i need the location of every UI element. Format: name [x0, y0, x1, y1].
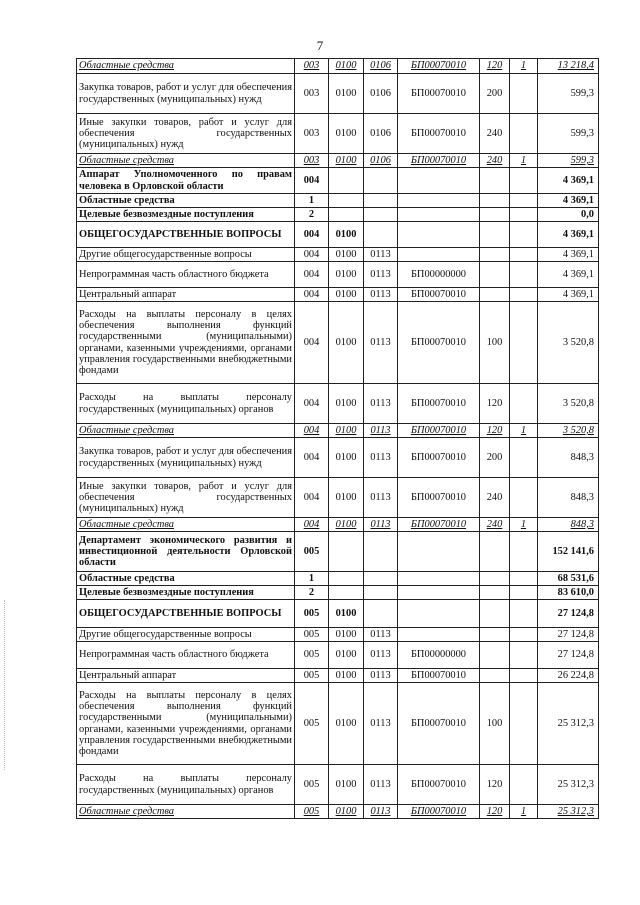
amount-cell: 4 369,1 — [538, 222, 599, 248]
source-cell: 1 — [510, 59, 538, 74]
subsection-cell: 0113 — [364, 518, 398, 532]
target-article-cell — [398, 222, 480, 248]
table-row — [77, 805, 599, 819]
expense-type-cell: 200 — [480, 74, 510, 114]
source-cell — [510, 642, 538, 669]
source-cell: 1 — [510, 154, 538, 168]
section-cell: 0100 — [329, 518, 364, 532]
expense-type-cell — [480, 532, 510, 572]
table-row — [77, 59, 599, 74]
target-article-cell — [398, 168, 480, 194]
amount-cell: 599,3 — [538, 114, 599, 154]
code-cell: 004 — [295, 384, 329, 424]
subsection-cell: 0113 — [364, 805, 398, 819]
source-cell — [510, 438, 538, 478]
row-name-cell: Областные средства — [77, 424, 295, 438]
table-row — [77, 586, 599, 600]
expense-type-cell — [480, 194, 510, 208]
target-article-cell: БП00070010 — [398, 683, 480, 765]
source-cell — [510, 194, 538, 208]
amount-cell: 152 141,6 — [538, 532, 599, 572]
code-cell: 003 — [295, 154, 329, 168]
code-cell: 004 — [295, 262, 329, 288]
subsection-cell: 0113 — [364, 288, 398, 302]
amount-cell: 4 369,1 — [538, 288, 599, 302]
target-article-cell — [398, 194, 480, 208]
amount-cell: 27 124,8 — [538, 600, 599, 628]
source-cell — [510, 302, 538, 384]
section-cell: 0100 — [329, 302, 364, 384]
section-cell: 0100 — [329, 384, 364, 424]
expense-type-cell — [480, 600, 510, 628]
section-cell: 0100 — [329, 600, 364, 628]
source-cell — [510, 478, 538, 518]
amount-cell: 68 531,6 — [538, 572, 599, 586]
source-cell — [510, 628, 538, 642]
source-cell — [510, 384, 538, 424]
code-cell: 003 — [295, 59, 329, 74]
row-name-cell: Закупка товаров, работ и услуг для обеспечения государственных (муниципальных) нужд — [77, 74, 295, 114]
amount-cell: 4 369,1 — [538, 262, 599, 288]
table-row — [77, 532, 599, 572]
subsection-cell: 0113 — [364, 765, 398, 805]
table-row — [77, 154, 599, 168]
subsection-cell — [364, 532, 398, 572]
target-article-cell: БП00070010 — [398, 288, 480, 302]
subsection-cell: 0106 — [364, 74, 398, 114]
source-cell — [510, 600, 538, 628]
target-article-cell: БП00070010 — [398, 114, 480, 154]
target-article-cell: БП00070010 — [398, 384, 480, 424]
row-name-cell: Закупка товаров, работ и услуг для обеспечения государственных (муниципальных) нужд — [77, 438, 295, 478]
target-article-cell: БП00070010 — [398, 669, 480, 683]
table-row — [77, 424, 599, 438]
expense-type-cell — [480, 262, 510, 288]
amount-cell: 83 610,0 — [538, 586, 599, 600]
row-name-cell: Расходы на выплаты персоналу государственных (муниципальных) органов — [77, 765, 295, 805]
amount-cell: 3 520,8 — [538, 424, 599, 438]
row-name-cell: Областные средства — [77, 154, 295, 168]
table-row — [77, 518, 599, 532]
code-cell: 004 — [295, 288, 329, 302]
section-cell — [329, 168, 364, 194]
target-article-cell — [398, 600, 480, 628]
expense-type-cell — [480, 669, 510, 683]
code-cell: 004 — [295, 478, 329, 518]
table-row — [77, 288, 599, 302]
row-name-cell: Другие общегосударственные вопросы — [77, 628, 295, 642]
row-name-cell: Областные средства — [77, 518, 295, 532]
subsection-cell — [364, 586, 398, 600]
table-row — [77, 765, 599, 805]
target-article-cell: БП00070010 — [398, 74, 480, 114]
section-cell: 0100 — [329, 59, 364, 74]
table-row — [77, 208, 599, 222]
row-name-cell: Центральный аппарат — [77, 669, 295, 683]
source-cell — [510, 288, 538, 302]
amount-cell: 3 520,8 — [538, 302, 599, 384]
row-name-cell: Иные закупки товаров, работ и услуг для обеспечения государственных (муниципальных) нужд — [77, 478, 295, 518]
section-cell: 0100 — [329, 669, 364, 683]
amount-cell: 25 312,3 — [538, 765, 599, 805]
amount-cell: 3 520,8 — [538, 384, 599, 424]
source-cell: 1 — [510, 424, 538, 438]
source-cell — [510, 765, 538, 805]
expense-type-cell — [480, 288, 510, 302]
expense-type-cell: 100 — [480, 302, 510, 384]
row-name-cell: Другие общегосударственные вопросы — [77, 248, 295, 262]
expense-type-cell — [480, 586, 510, 600]
code-cell: 003 — [295, 114, 329, 154]
target-article-cell: БП00070010 — [398, 302, 480, 384]
section-cell: 0100 — [329, 154, 364, 168]
subsection-cell: 0113 — [364, 262, 398, 288]
amount-cell: 848,3 — [538, 518, 599, 532]
section-cell: 0100 — [329, 114, 364, 154]
code-cell: 004 — [295, 222, 329, 248]
amount-cell: 599,3 — [538, 74, 599, 114]
target-article-cell — [398, 628, 480, 642]
target-article-cell — [398, 532, 480, 572]
section-cell: 0100 — [329, 262, 364, 288]
subsection-cell: 0106 — [364, 154, 398, 168]
table-row — [77, 572, 599, 586]
amount-cell: 848,3 — [538, 478, 599, 518]
code-cell: 005 — [295, 642, 329, 669]
section-cell: 0100 — [329, 222, 364, 248]
amount-cell: 4 369,1 — [538, 194, 599, 208]
table-row — [77, 669, 599, 683]
section-cell — [329, 586, 364, 600]
table-row — [77, 683, 599, 765]
amount-cell: 27 124,8 — [538, 628, 599, 642]
expense-type-cell: 120 — [480, 424, 510, 438]
subsection-cell: 0113 — [364, 478, 398, 518]
target-article-cell — [398, 248, 480, 262]
code-cell: 2 — [295, 208, 329, 222]
target-article-cell: БП00070010 — [398, 478, 480, 518]
code-cell: 004 — [295, 248, 329, 262]
section-cell: 0100 — [329, 628, 364, 642]
expense-type-cell: 240 — [480, 114, 510, 154]
source-cell — [510, 168, 538, 194]
target-article-cell: БП00070010 — [398, 59, 480, 74]
source-cell — [510, 248, 538, 262]
row-name-cell: ОБЩЕГОСУДАРСТВЕННЫЕ ВОПРОСЫ — [77, 222, 295, 248]
amount-cell: 4 369,1 — [538, 168, 599, 194]
code-cell: 005 — [295, 805, 329, 819]
row-name-cell: Иные закупки товаров, работ и услуг для обеспечения государственных (муниципальных) нужд — [77, 114, 295, 154]
subsection-cell: 0106 — [364, 114, 398, 154]
section-cell: 0100 — [329, 765, 364, 805]
section-cell — [329, 194, 364, 208]
expense-type-cell: 120 — [480, 384, 510, 424]
table-row — [77, 194, 599, 208]
amount-cell: 13 218,4 — [538, 59, 599, 74]
section-cell: 0100 — [329, 288, 364, 302]
row-name-cell: Непрограммная часть областного бюджета — [77, 262, 295, 288]
expense-type-cell — [480, 642, 510, 669]
table-row — [77, 302, 599, 384]
table-row — [77, 628, 599, 642]
subsection-cell — [364, 572, 398, 586]
table-row — [77, 478, 599, 518]
source-cell: 1 — [510, 805, 538, 819]
subsection-cell: 0113 — [364, 642, 398, 669]
row-name-cell: Расходы на выплаты персоналу в целях обеспечения выполнения функций государственными (муниципальными) органами, казенными учреждениями, органами управления государственными внебюджетными фондами — [77, 302, 295, 384]
target-article-cell: БП00000000 — [398, 642, 480, 669]
page-number: 7 — [316, 38, 324, 53]
section-cell — [329, 532, 364, 572]
subsection-cell: 0113 — [364, 424, 398, 438]
subsection-cell — [364, 222, 398, 248]
subsection-cell: 0113 — [364, 302, 398, 384]
row-name-cell: ОБЩЕГОСУДАРСТВЕННЫЕ ВОПРОСЫ — [77, 600, 295, 628]
table-row — [77, 384, 599, 424]
section-cell: 0100 — [329, 478, 364, 518]
table-row — [77, 438, 599, 478]
code-cell: 005 — [295, 765, 329, 805]
amount-cell: 0,0 — [538, 208, 599, 222]
row-name-cell: Центральный аппарат — [77, 288, 295, 302]
expense-type-cell — [480, 168, 510, 194]
subsection-cell — [364, 194, 398, 208]
code-cell: 005 — [295, 669, 329, 683]
section-cell: 0100 — [329, 805, 364, 819]
expense-type-cell: 240 — [480, 478, 510, 518]
section-cell: 0100 — [329, 683, 364, 765]
code-cell: 004 — [295, 302, 329, 384]
subsection-cell: 0113 — [364, 384, 398, 424]
amount-cell: 848,3 — [538, 438, 599, 478]
expense-type-cell — [480, 248, 510, 262]
code-cell: 004 — [295, 168, 329, 194]
code-cell: 2 — [295, 586, 329, 600]
expense-type-cell: 240 — [480, 518, 510, 532]
target-article-cell: БП00070010 — [398, 805, 480, 819]
code-cell: 1 — [295, 194, 329, 208]
section-cell: 0100 — [329, 74, 364, 114]
target-article-cell: БП00070010 — [398, 154, 480, 168]
subsection-cell: 0113 — [364, 683, 398, 765]
section-cell: 0100 — [329, 438, 364, 478]
expense-type-cell: 120 — [480, 765, 510, 805]
subsection-cell: 0106 — [364, 59, 398, 74]
table-row — [77, 248, 599, 262]
code-cell: 004 — [295, 518, 329, 532]
subsection-cell: 0113 — [364, 669, 398, 683]
code-cell: 005 — [295, 683, 329, 765]
source-cell — [510, 74, 538, 114]
source-cell — [510, 222, 538, 248]
target-article-cell — [398, 208, 480, 222]
code-cell: 005 — [295, 600, 329, 628]
amount-cell: 26 224,8 — [538, 669, 599, 683]
code-cell: 1 — [295, 572, 329, 586]
row-name-cell: Областные средства — [77, 59, 295, 74]
target-article-cell — [398, 586, 480, 600]
section-cell: 0100 — [329, 424, 364, 438]
table-body — [77, 59, 599, 819]
margin-mark — [4, 600, 7, 770]
row-name-cell: Целевые безвозмездные поступления — [77, 208, 295, 222]
target-article-cell: БП00070010 — [398, 424, 480, 438]
table-row — [77, 168, 599, 194]
subsection-cell — [364, 600, 398, 628]
amount-cell: 27 124,8 — [538, 642, 599, 669]
row-name-cell: Расходы на выплаты персоналу государственных (муниципальных) органов — [77, 384, 295, 424]
source-cell — [510, 208, 538, 222]
row-name-cell: Областные средства — [77, 572, 295, 586]
row-name-cell: Целевые безвозмездные поступления — [77, 586, 295, 600]
section-cell: 0100 — [329, 248, 364, 262]
table-row — [77, 222, 599, 248]
subsection-cell — [364, 208, 398, 222]
amount-cell: 4 369,1 — [538, 248, 599, 262]
code-cell: 005 — [295, 628, 329, 642]
target-article-cell: БП00070010 — [398, 765, 480, 805]
table-row — [77, 642, 599, 669]
expense-type-cell — [480, 208, 510, 222]
source-cell — [510, 572, 538, 586]
target-article-cell — [398, 572, 480, 586]
expense-type-cell: 120 — [480, 59, 510, 74]
code-cell: 003 — [295, 74, 329, 114]
source-cell — [510, 262, 538, 288]
code-cell: 005 — [295, 532, 329, 572]
row-name-cell: Областные средства — [77, 805, 295, 819]
expense-type-cell: 100 — [480, 683, 510, 765]
section-cell: 0100 — [329, 642, 364, 669]
amount-cell: 25 312,3 — [538, 805, 599, 819]
source-cell — [510, 669, 538, 683]
row-name-cell: Департамент экономического развития и инвестиционной деятельности Орловской области — [77, 532, 295, 572]
expense-type-cell — [480, 572, 510, 586]
code-cell: 004 — [295, 424, 329, 438]
table-row — [77, 74, 599, 114]
target-article-cell: БП00070010 — [398, 438, 480, 478]
expense-type-cell: 240 — [480, 154, 510, 168]
subsection-cell: 0113 — [364, 248, 398, 262]
expense-type-cell — [480, 628, 510, 642]
subsection-cell: 0113 — [364, 438, 398, 478]
target-article-cell: БП00070010 — [398, 518, 480, 532]
amount-cell: 25 312,3 — [538, 683, 599, 765]
subsection-cell — [364, 168, 398, 194]
target-article-cell: БП00000000 — [398, 262, 480, 288]
table-row — [77, 600, 599, 628]
amount-cell: 599,3 — [538, 154, 599, 168]
expense-type-cell — [480, 222, 510, 248]
table-row — [77, 262, 599, 288]
row-name-cell: Аппарат Уполномоченного по правам человека в Орловской области — [77, 168, 295, 194]
budget-table — [76, 58, 599, 819]
table-row — [77, 114, 599, 154]
source-cell — [510, 114, 538, 154]
expense-type-cell: 120 — [480, 805, 510, 819]
subsection-cell: 0113 — [364, 628, 398, 642]
code-cell: 004 — [295, 438, 329, 478]
section-cell — [329, 208, 364, 222]
source-cell — [510, 532, 538, 572]
row-name-cell: Областные средства — [77, 194, 295, 208]
source-cell — [510, 683, 538, 765]
source-cell — [510, 586, 538, 600]
expense-type-cell: 200 — [480, 438, 510, 478]
row-name-cell: Расходы на выплаты персоналу в целях обеспечения выполнения функций государственными (муниципальными) органами, казенными учреждениями, органами управления государственными внебюджетными фондами — [77, 683, 295, 765]
row-name-cell: Непрограммная часть областного бюджета — [77, 642, 295, 669]
section-cell — [329, 572, 364, 586]
source-cell: 1 — [510, 518, 538, 532]
